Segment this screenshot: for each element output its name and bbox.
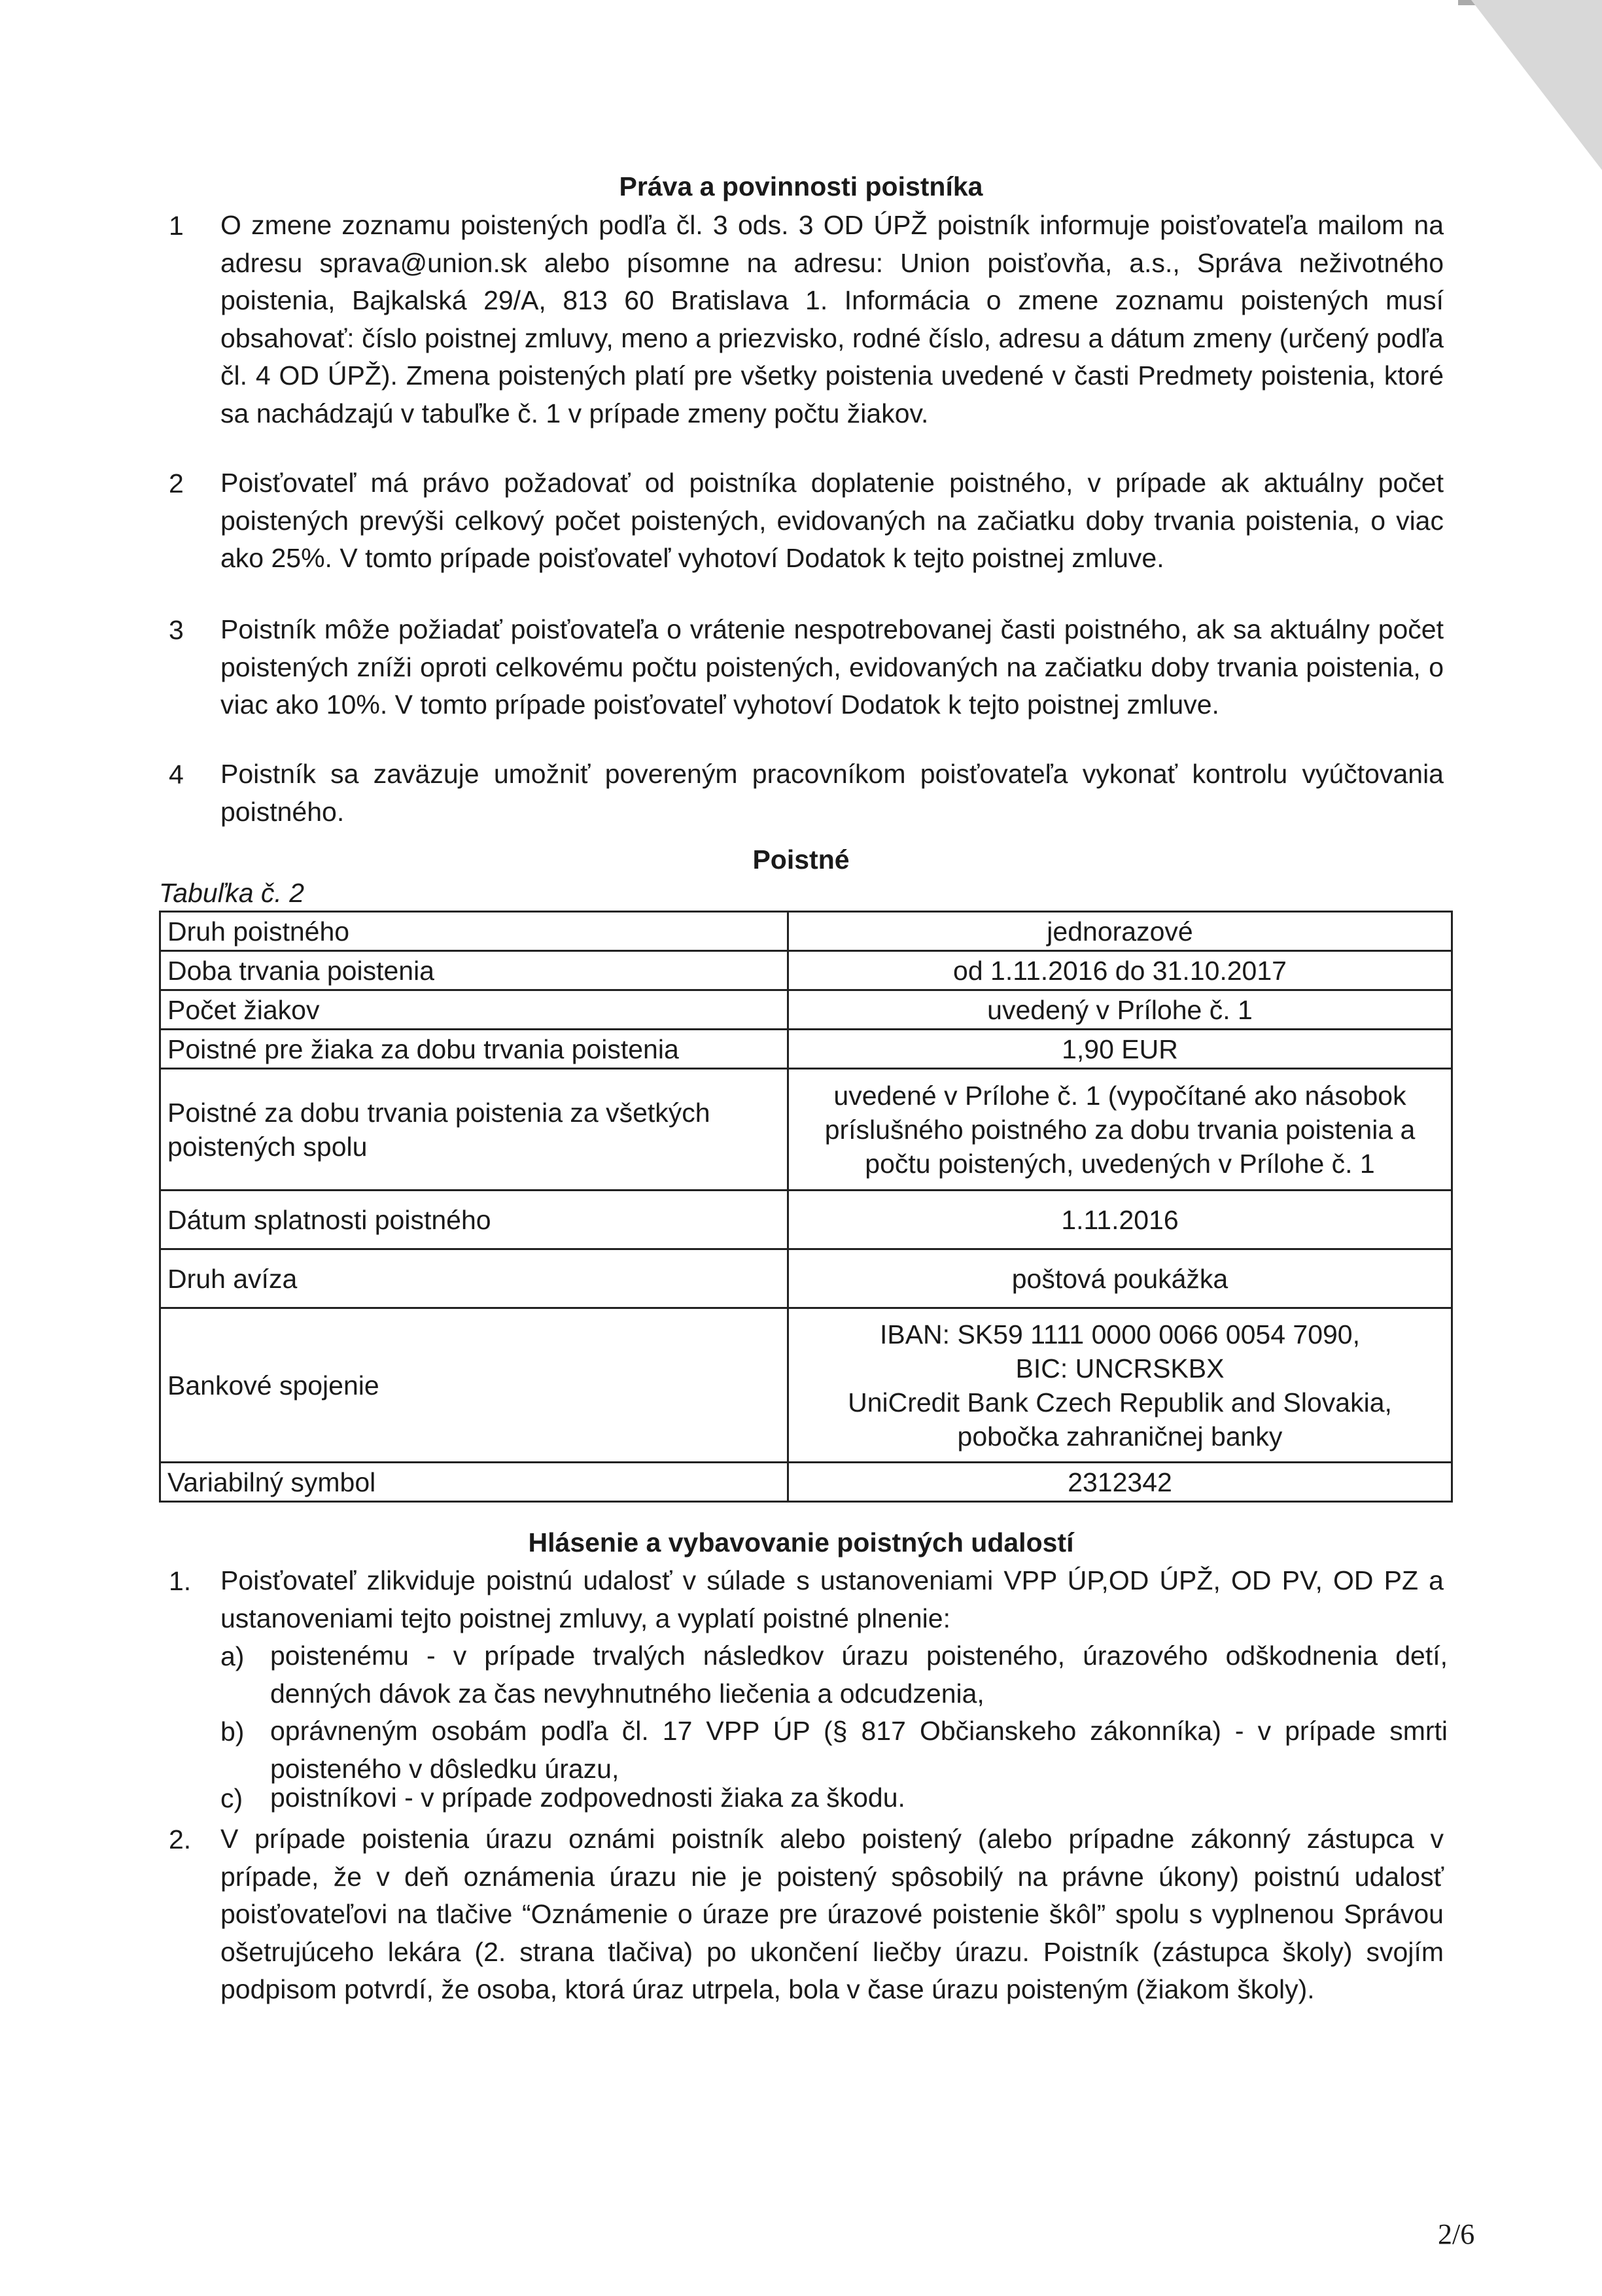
table-caption: Tabuľka č. 2 [159, 878, 304, 908]
rights-item-3-number: 3 [169, 615, 184, 645]
page-number: 2/6 [1438, 2218, 1475, 2250]
claims-sub-a-letter: a) [220, 1641, 245, 1671]
row-label: Variabilný symbol [160, 1463, 788, 1502]
rights-item-1-text: O zmene zoznamu poistených podľa čl. 3 ods. 3 OD ÚPŽ poistník informuje poisťovateľa mailom na adresu sprava@union.sk alebo písomne na adresu: Union poisťovňa, a.s., Správa neživotného poistenia, Bajkalská 29/A, 813 60 Bratislava 1. Informácia o zmene zoznamu poistených musí obsahovať: číslo poistnej zmluvy, meno a priezvisko, rodné číslo, adresu a dátum zmeny (určený podľa čl. 4 OD ÚPŽ). Zmena poistených platí pre všetky poistenia uvedené v časti Predmety poistenia, ktoré sa nachádzajú v tabuľke č. 1 v prípade zmeny počtu žiakov. [220, 210, 1444, 428]
row-value: 1,90 EUR [788, 1030, 1452, 1069]
row-value: IBAN: SK59 1111 0000 0066 0054 7090, BIC: UNCRSKBX UniCredit Bank Czech Republik and Slovakia, pobočka zahraničnej banky [788, 1308, 1452, 1463]
row-value: jednorazové [788, 912, 1452, 951]
row-label: Dátum splatnosti poistného [160, 1191, 788, 1249]
table-row [160, 1308, 1452, 1463]
rights-item-4-text: Poistník sa zaväzuje umožniť povereným pracovníkom poisťovateľa vykonať kontrolu vyúčtovania poistného. [220, 759, 1444, 827]
table-row [160, 990, 1452, 1030]
rights-item-4-number: 4 [169, 759, 184, 790]
row-value: uvedený v Prílohe č. 1 [788, 990, 1452, 1030]
row-value: 1.11.2016 [788, 1191, 1452, 1249]
claims-sub-a-text: poistenému - v prípade trvalých následkov úrazu poisteného, úrazového odškodnenia detí, denných dávok za čas nevyhnutného liečenia a odcudzenia, [270, 1641, 1448, 1709]
row-label: Druh poistného [160, 912, 788, 951]
table-row [160, 951, 1452, 990]
table-row [160, 1249, 1452, 1308]
table-row [160, 912, 1452, 951]
row-value: uvedené v Prílohe č. 1 (vypočítané ako násobok príslušného poistného za dobu trvania poistenia a počtu poistených, uvedených v Prílohe č. 1 [788, 1069, 1452, 1191]
row-label: Doba trvania poistenia [160, 951, 788, 990]
section-title-premium: Poistné [752, 844, 850, 875]
claims-item-1-text: Poisťovateľ zlikviduje poistnú udalosť v súlade s ustanoveniami VPP ÚP,OD ÚPŽ, OD PV, OD PZ a ustanoveniami tejto poistnej zmluvy, a vyplatí poistné plnenie: [220, 1565, 1444, 1633]
claims-item-2-text: V prípade poistenia úrazu oznámi poistník alebo poistený (alebo prípadne zákonný zástupca v prípade, že v deň oznámenia úrazu nie je poistený spôsobilý na právne úkony) poistnú udalosť poisťovateľovi na tlačive “Oznámenie o úraze pre úrazové poistenie škôl” spolu s vyplnenou Správou ošetrujúceho lekára (2. strana tlačiva) po ukončení liečby úrazu. Poistník (zástupca školy) svojím podpisom potvrdí, že osoba, ktorá úraz utrpela, bola v čase úrazu poisteným (žiakom školy). [220, 1824, 1444, 2004]
section-title-claims: Hlásenie a vybavovanie poistných udalostí [528, 1527, 1074, 1557]
rights-item-3-text: Poistník môže požiadať poisťovateľa o vrátenie nespotrebovanej časti poistného, ak sa aktuálny počet poistených zníži oproti celkovému počtu poistených, evidovaných na začiatku doby trvania poistenia, o viac ako 10%. V tomto prípade poisťovateľ vyhotoví Dodatok k tejto poistnej zmluve. [220, 614, 1444, 720]
row-value: 2312342 [788, 1463, 1452, 1502]
row-value: od 1.11.2016 do 31.10.2017 [788, 951, 1452, 990]
rights-item-2-number: 2 [169, 468, 184, 498]
claims-sub-c-letter: c) [220, 1783, 243, 1813]
row-value: poštová poukážka [788, 1249, 1452, 1308]
claims-item-2-number: 2. [169, 1824, 192, 1854]
table-row [160, 1030, 1452, 1069]
row-label: Poistné pre žiaka za dobu trvania poistenia [160, 1030, 788, 1069]
claims-sub-c-text: poistníkovi - v prípade zodpovednosti žiaka za škodu. [270, 1783, 905, 1813]
rights-item-1-number: 1 [169, 211, 184, 241]
row-label: Bankové spojenie [160, 1308, 788, 1463]
row-label: Počet žiakov [160, 990, 788, 1030]
claims-sub-b-text: oprávneným osobám podľa čl. 17 VPP ÚP (§ 817 Občianskeho zákonníka) - v prípade smrti poisteného v dôsledku úrazu, [270, 1716, 1448, 1784]
table-row [160, 1069, 1452, 1191]
claims-sub-b-letter: b) [220, 1716, 245, 1747]
page-fold-corner [1471, 0, 1602, 170]
table-row [160, 1191, 1452, 1249]
rights-item-2-text: Poisťovateľ má právo požadovať od poistníka doplatenie poistného, v prípade ak aktuálny počet poistených prevýši celkový počet poistených, evidovaných na začiatku doby trvania poistenia, o viac ako 25%. V tomto prípade poisťovateľ vyhotoví Dodatok k tejto poistnej zmluve. [220, 468, 1444, 573]
section-title-rights: Práva a povinnosti poistníka [619, 171, 983, 201]
claims-item-1-number: 1. [169, 1566, 192, 1596]
table-row [160, 1463, 1452, 1502]
premium-table [159, 911, 1453, 1503]
row-label: Poistné za dobu trvania poistenia za všetkých poistených spolu [160, 1069, 788, 1191]
row-label: Druh avíza [160, 1249, 788, 1308]
